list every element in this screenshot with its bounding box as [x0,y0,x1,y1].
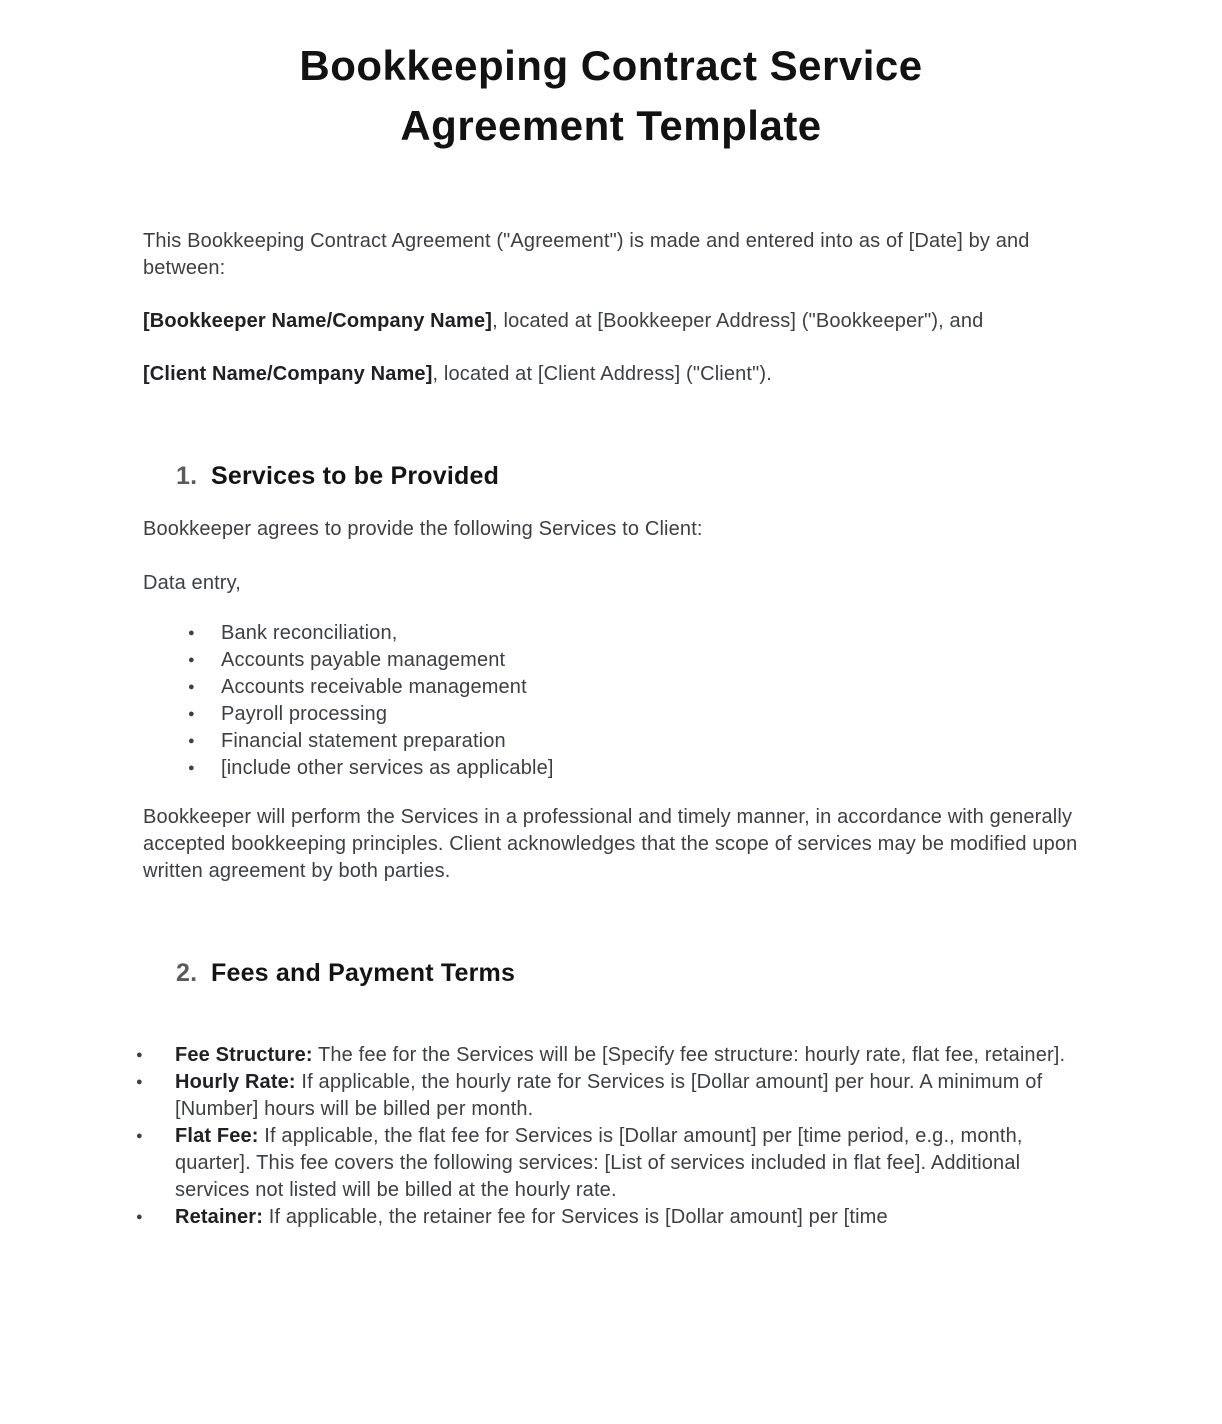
service-item: ● Payroll processing [221,701,1079,728]
page-title-line-1: Bookkeeping Contract Service [299,42,923,89]
fee-term-text: The fee for the Services will be [Specify fee structure: hourly rate, flat fee, retainer]. [312,1044,1066,1066]
bookkeeper-party-paragraph [143,308,1079,335]
fee-term-text: If applicable, the hourly rate for Services is [Dollar amount] per hour. A minimum of [Number] hours will be billed per month. [175,1071,1043,1120]
data-entry-paragraph: Data entry, [143,572,241,594]
fee-term-text: If applicable, the flat fee for Services is [Dollar amount] per [time period, e.g., month, quarter]. This fee covers the following services: [List of services included in flat fee]. Additional services not listed will be billed at the hourly rate. [175,1125,1023,1201]
section-1-heading [143,460,1079,493]
fee-item [175,1069,1079,1123]
service-item: ● Accounts payable management [221,647,1079,674]
fee-term-label: Hourly Rate: [175,1071,296,1093]
fee-term-label: Flat Fee: [175,1125,259,1147]
fees-list [143,1042,1079,1231]
bookkeeper-party-text: , located at [Bookkeeper Address] ("Bookkeeper"), and [492,310,984,332]
document-content [143,0,1079,1231]
services-closing-paragraph: Bookkeeper will perform the Services in a professional and timely manner, in accordance with generally accepted bookkeeping principles. Client acknowledges that the scope of services may be modified upon written agreement by both parties. [143,806,1078,882]
service-item: ● [include other services as applicable] [221,755,1079,782]
section-1-number: 1. [176,462,198,490]
client-party-text: , located at [Client Address] ("Client"). [432,363,772,385]
fee-item [175,1042,1079,1069]
service-item: ● Accounts receivable management [221,674,1079,701]
client-name-placeholder: [Client Name/Company Name] [143,363,433,385]
bookkeeper-name-placeholder: [Bookkeeper Name/Company Name] [143,310,493,332]
services-lead-paragraph: Bookkeeper agrees to provide the following Services to Client: [143,518,703,540]
section-2-number: 2. [176,959,198,987]
service-item: ● Financial statement preparation [221,728,1079,755]
section-2-heading [143,957,1079,990]
fee-item [175,1204,1079,1231]
services-list [143,620,1079,782]
service-item: ● Bank reconciliation, [221,620,1079,647]
page-title [143,36,1079,156]
section-1-title: Services to be Provided [211,462,500,490]
fee-term-label: Retainer: [175,1206,264,1228]
fee-item [175,1123,1079,1204]
intro-paragraph: This Bookkeeping Contract Agreement ("Agreement") is made and entered into as of [Date] by and between: [143,230,1030,279]
fee-term-label: Fee Structure: [175,1044,313,1066]
client-party-paragraph [143,361,1079,388]
section-2-title: Fees and Payment Terms [211,959,516,987]
fee-term-text: If applicable, the retainer fee for Services is [Dollar amount] per [time [263,1206,888,1228]
page-title-line-2: Agreement Template [400,102,822,149]
